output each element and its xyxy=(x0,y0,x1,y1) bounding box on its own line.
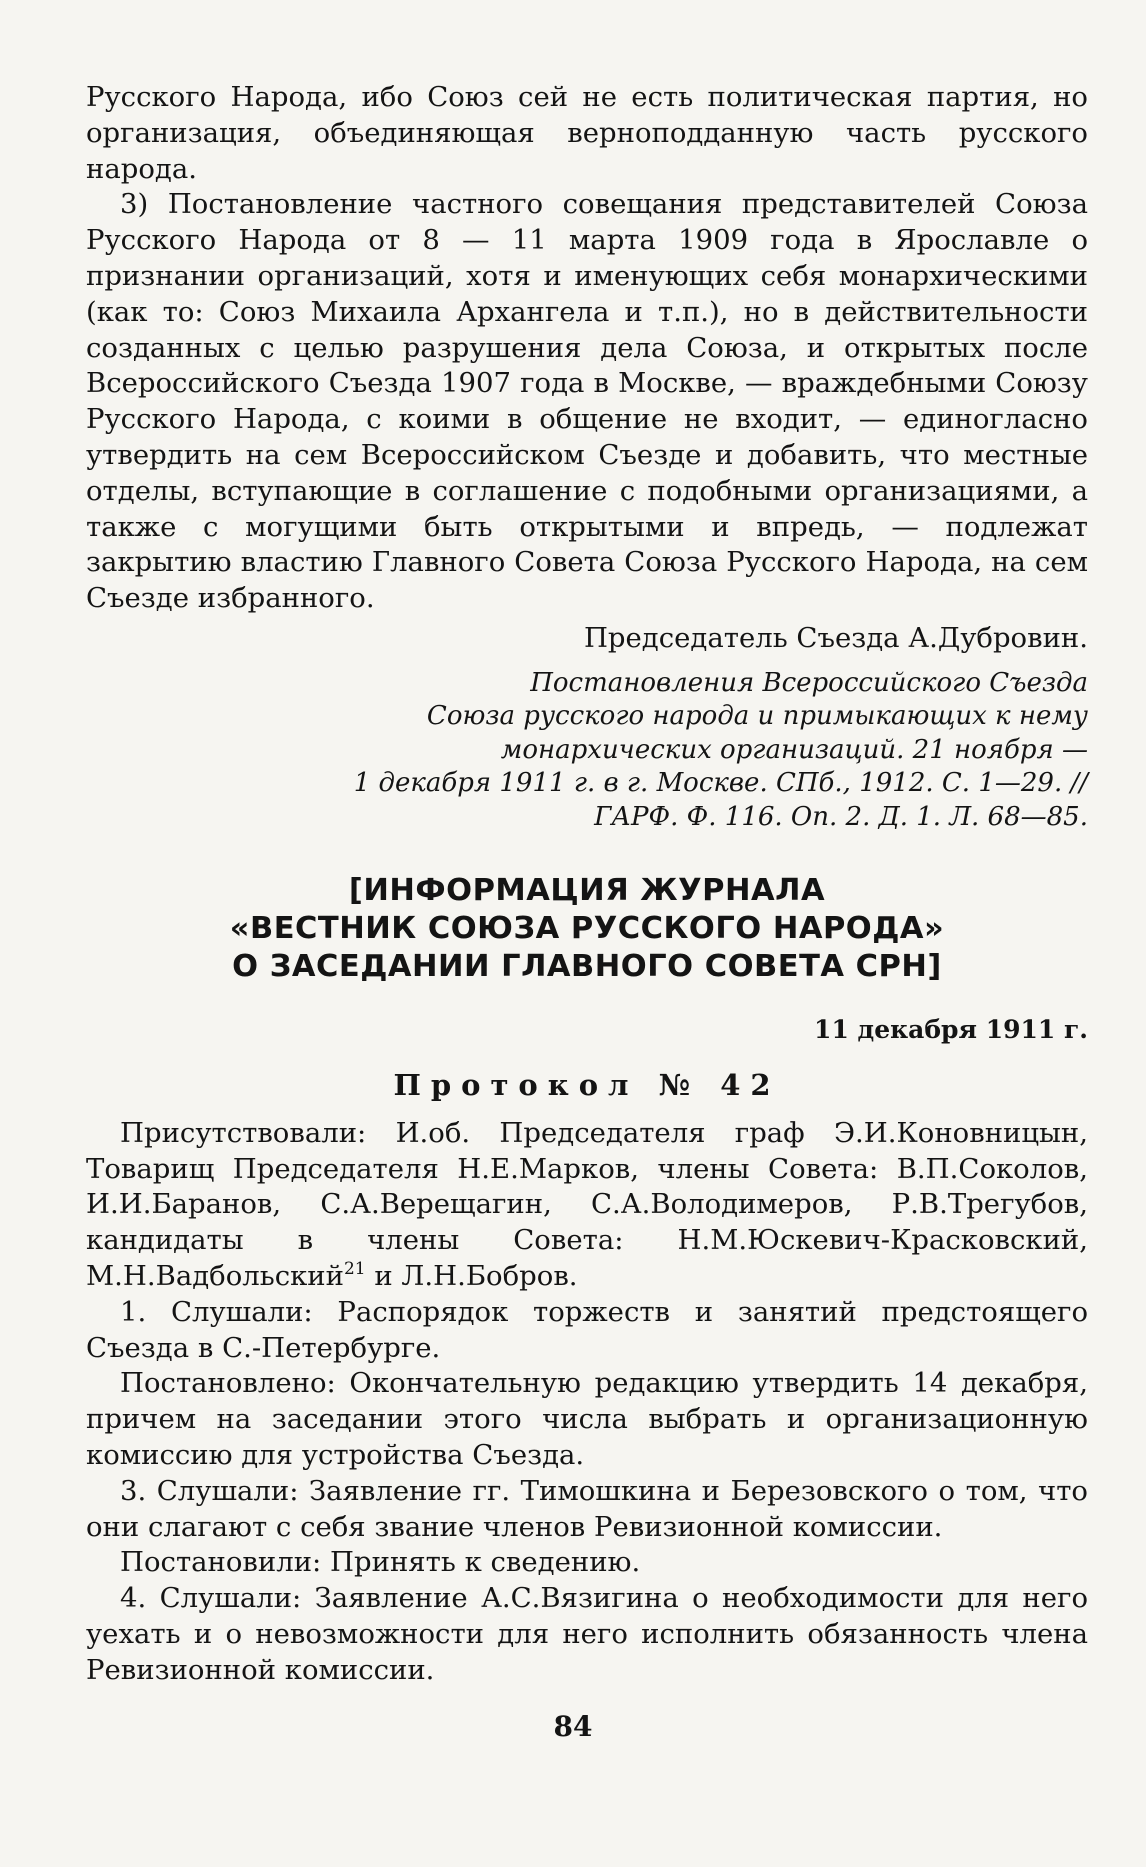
attendees-text: Присутствовали: И.об. Председателя граф Э.И.Коновницын, Товарищ Председателя Н.Е.Марков, члены Совета: В.П.Соколов, И.И.Баранов, С.А.Верещагин, С.А.Володимеров, Р.В.Трегубов, кандидаты в члены Совета: Н.М.Юскевич-Красковский, М.Н.Вадбольский xyxy=(86,1116,1088,1293)
citation-line: ГАРФ. Ф. 116. Оп. 2. Д. 1. Л. 68—85. xyxy=(594,801,1088,832)
item-3-decided: Постановили: Принять к сведению. xyxy=(120,1546,641,1579)
citation-line: Союза русского народа и примыкающих к нему xyxy=(426,701,1088,732)
continuation-paragraph: Русского Народа, ибо Союз сей не есть политическая партия, но организация, объединяющая верноподданную часть русского народа. xyxy=(86,81,1088,185)
citation-line: монархических организаций. 21 ноября — xyxy=(500,734,1088,765)
citation-line: 1 декабря 1911 г. в г. Москве. СПб., 1912. С. 1—29. // xyxy=(353,768,1088,799)
protocol-title: Протокол № 42 xyxy=(393,1068,781,1103)
item-1-heard: 1. Слушали: Распорядок торжеств и занятий предстоящего Съезда в С.-Петербурге. xyxy=(86,1295,1088,1364)
heading-line: [ИНФОРМАЦИЯ ЖУРНАЛА xyxy=(348,873,826,909)
footnote-marker: 21 xyxy=(343,1259,366,1280)
page-number: 84 xyxy=(553,1710,593,1743)
attendees-paragraph xyxy=(86,1116,1088,1295)
source-citation xyxy=(86,667,1088,835)
heading-line: О ЗАСЕДАНИИ ГЛАВНОГО СОВЕТА СРН] xyxy=(232,949,942,985)
heading-line: «ВЕСТНИК СОЮЗА РУССКОГО НАРОДА» xyxy=(229,911,945,947)
section-heading xyxy=(86,872,1088,986)
meeting-date: 11 декабря 1911 г. xyxy=(814,1015,1088,1045)
attendees-tail: и Л.Н.Бобров. xyxy=(365,1260,578,1293)
resolution-3-paragraph: 3) Постановление частного совещания представителей Союза Русского Народа от 8 — 11 марта 1909 года в Ярославле о признании организаций, хотя и именующих себя монархическими (как то: Союз Михаила Архангела и т.п.), но в действительности созданных с целью разрушения дела Союза, и открытых после Всероссийского Съезда 1907 года в Москве, — враждебными Союзу Русского Народа, с коими в общение не входит, — единогласно утвердить на сем Всероссийском Съезде и добавить, что местные отделы, вступающие в соглашение с подобными организациями, а также с могущими быть открытыми и впредь, — подлежат закрытию властию Главного Совета Союза Русского Народа, на сем Съезде избранного. xyxy=(86,188,1088,615)
chairman-signature: Председатель Съезда А.Дубровин. xyxy=(583,621,1088,654)
body-text xyxy=(86,80,1088,1689)
item-1-decided: Постановлено: Окончательную редакцию утвердить 14 декабря, причем на заседании этого числа выбрать и организационную комиссию для устройства Съезда. xyxy=(86,1367,1088,1472)
citation-line: Постановления Всероссийского Съезда xyxy=(530,667,1088,698)
item-3-heard: 3. Слушали: Заявление гг. Тимошкина и Березовского о том, что они слагают с себя звание членов Ревизионной комиссии. xyxy=(86,1474,1088,1543)
item-4-heard: 4. Слушали: Заявление А.С.Вязигина о необходимости для него уехать и о невозможности для него исполнить обязанность члена Ревизионной комиссии. xyxy=(86,1582,1088,1686)
